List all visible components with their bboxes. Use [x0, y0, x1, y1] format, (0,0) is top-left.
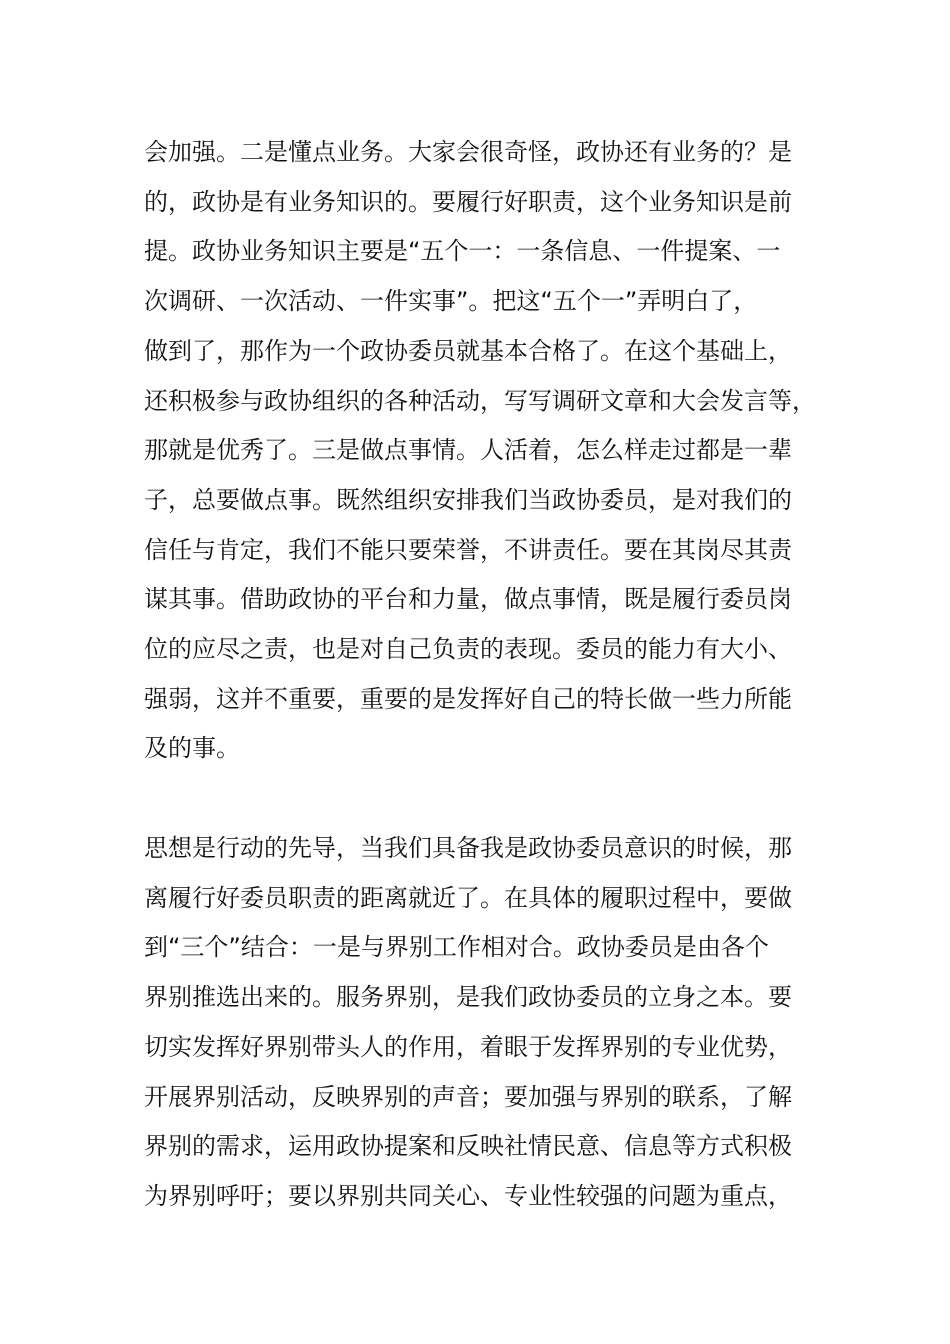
- text-line: 谋其事。借助政协的平台和力量，做点事情，既是履行委员岗: [144, 585, 792, 614]
- text-line: 离履行好委员职责的距离就近了。在具体的履职过程中，要做: [144, 883, 792, 912]
- text-line: 次调研、一次活动、一件实事”。把这“五个一”弄明白了，: [144, 287, 758, 316]
- text-line: 思想是行动的先导，当我们具备我是政协委员意识的时候，那: [144, 834, 792, 862]
- text-line: 强弱，这并不重要，重要的是发挥好自己的特长做一些力所能: [144, 684, 792, 713]
- text-line: 会加强。二是懂点业务。大家会很奇怪，政协还有业务的？是: [144, 138, 792, 166]
- text-line: 位的应尽之责，也是对自己负责的表现。委员的能力有大小、: [144, 635, 792, 664]
- text-line: 的，政协是有业务知识的。要履行好职责，这个业务知识是前: [144, 187, 792, 216]
- paragraph: [144, 824, 792, 1222]
- text-line: 子，总要做点事。既然组织安排我们当政协委员，是对我们的: [144, 485, 792, 514]
- text-line: 界别的需求，运用政协提案和反映社情民意、信息等方式积极: [144, 1132, 792, 1161]
- text-line: 开展界别活动，反映界别的声音；要加强与界别的联系，了解: [144, 1082, 792, 1111]
- text-line: 还积极参与政协组织的各种活动，写写调研文章和大会发言等，: [144, 386, 816, 415]
- text-line: 及的事。: [144, 734, 240, 763]
- text-line: 信任与肯定，我们不能只要荣誉，不讲责任。要在其岗尽其责: [144, 535, 792, 564]
- text-line: 切实发挥好界别带头人的作用，着眼于发挥界别的专业优势，: [144, 1032, 792, 1061]
- text-line: 界别推选出来的。服务界别，是我们政协委员的立身之本。要: [144, 983, 792, 1012]
- text-line: 为界别呼吁；要以界别共同关心、专业性较强的问题为重点，: [144, 1181, 792, 1210]
- text-line: 到“三个”结合：一是与界别工作相对合。政协委员是由各个: [144, 933, 769, 962]
- text-line: 那就是优秀了。三是做点事情。人活着，怎么样走过都是一辈: [144, 436, 792, 465]
- paragraph: [144, 128, 816, 774]
- text-line: 提。政协业务知识主要是“五个一：一条信息、一件提案、一: [144, 237, 781, 266]
- text-line: 做到了，那作为一个政协委员就基本合格了。在这个基础上，: [144, 336, 792, 365]
